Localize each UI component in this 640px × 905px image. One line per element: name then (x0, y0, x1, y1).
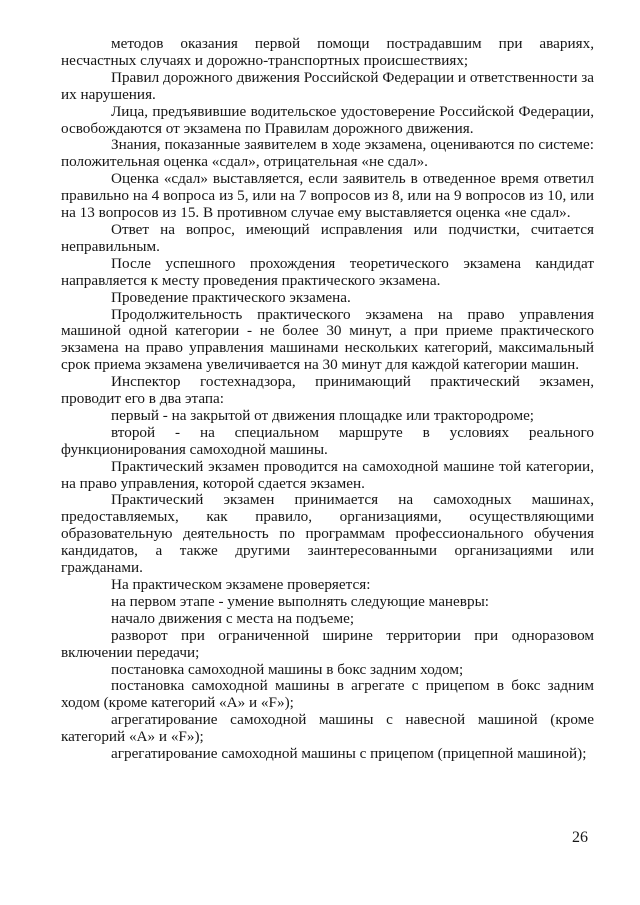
paragraph: Инспектор гостехнадзора, принимающий практический экзамен, проводит его в два этапа: (61, 373, 594, 408)
list-item: начало движения с места на подъеме; (111, 609, 355, 627)
list-item: на первом этапе - умение выполнять следующие маневры: (111, 592, 489, 610)
paragraph: На практическом экзамене проверяется: (111, 576, 371, 593)
paragraph: Ответ на вопрос, имеющий исправления или подчистки, считается неправильным. (61, 220, 594, 255)
list-item: разворот при ограниченной ширине территории при одноразовом включении передачи; (61, 626, 594, 661)
list-item: постановка самоходной машины в бокс задним ходом; (111, 660, 464, 678)
paragraph: Практический экзамен принимается на самоходных машинах, предоставляемых, как правило, организациями, осуществляющими образовательную деятельность по программам профессионального обучения кандидатов, а также другими заинтересованными организациями или гражданами. (61, 491, 594, 577)
paragraph: Практический экзамен проводится на самоходной машине той категории, на право управления, которой сдается экзамен. (61, 457, 594, 492)
list-item: агрегатирование самоходной машины с прицепом (прицепной машиной); (111, 745, 587, 763)
document-body (61, 36, 594, 763)
list-item: первый - на закрытой от движения площадке или трактородроме; (111, 406, 535, 424)
paragraph: Лица, предъявившие водительское удостоверение Российской Федерации, освобождаются от экзамена по Правилам дорожного движения. (61, 102, 594, 137)
paragraph: Правил дорожного движения Российской Федерации и ответственности за их нарушения. (61, 68, 594, 103)
list-item: постановка самоходной машины в агрегате с прицепом в бокс задним ходом (кроме категорий «A» и «F»); (61, 677, 594, 712)
list-item: второй - на специальном маршруте в условиях реального функционирования самоходной машины. (61, 423, 594, 458)
paragraph: методов оказания первой помощи пострадавшим при авариях, несчастных случаях и дорожно-транспортных происшествиях; (61, 35, 594, 69)
list-item: агрегатирование самоходной машины с навесной машиной (кроме категорий «A» и «F»); (61, 711, 594, 746)
paragraph: Продолжительность практического экзамена на право управления машиной одной категории - не более 30 минут, а при приеме практического экзамена на право управления машинами нескольких категорий, максимальный срок приема экзамена увеличивается на 30 минут для каждой категории машин. (61, 305, 594, 374)
paragraph: Знания, показанные заявителем в ходе экзамена, оцениваются по системе: положительная оценка «сдал», отрицательная «не сдал». (61, 136, 594, 171)
paragraph: После успешного прохождения теоретического экзамена кандидат направляется к месту проведения практического экзамена. (61, 254, 594, 289)
section-heading: Проведение практического экзамена. (111, 288, 351, 306)
page-number: 26 (572, 829, 588, 846)
paragraph: Оценка «сдал» выставляется, если заявитель в отведенное время ответил правильно на 4 вопроса из 5, или на 7 вопросов из 8, или на 9 вопросов из 10, или на 13 вопросов из 15. В противном случае ему выставляется оценка «не сдал». (61, 170, 594, 222)
